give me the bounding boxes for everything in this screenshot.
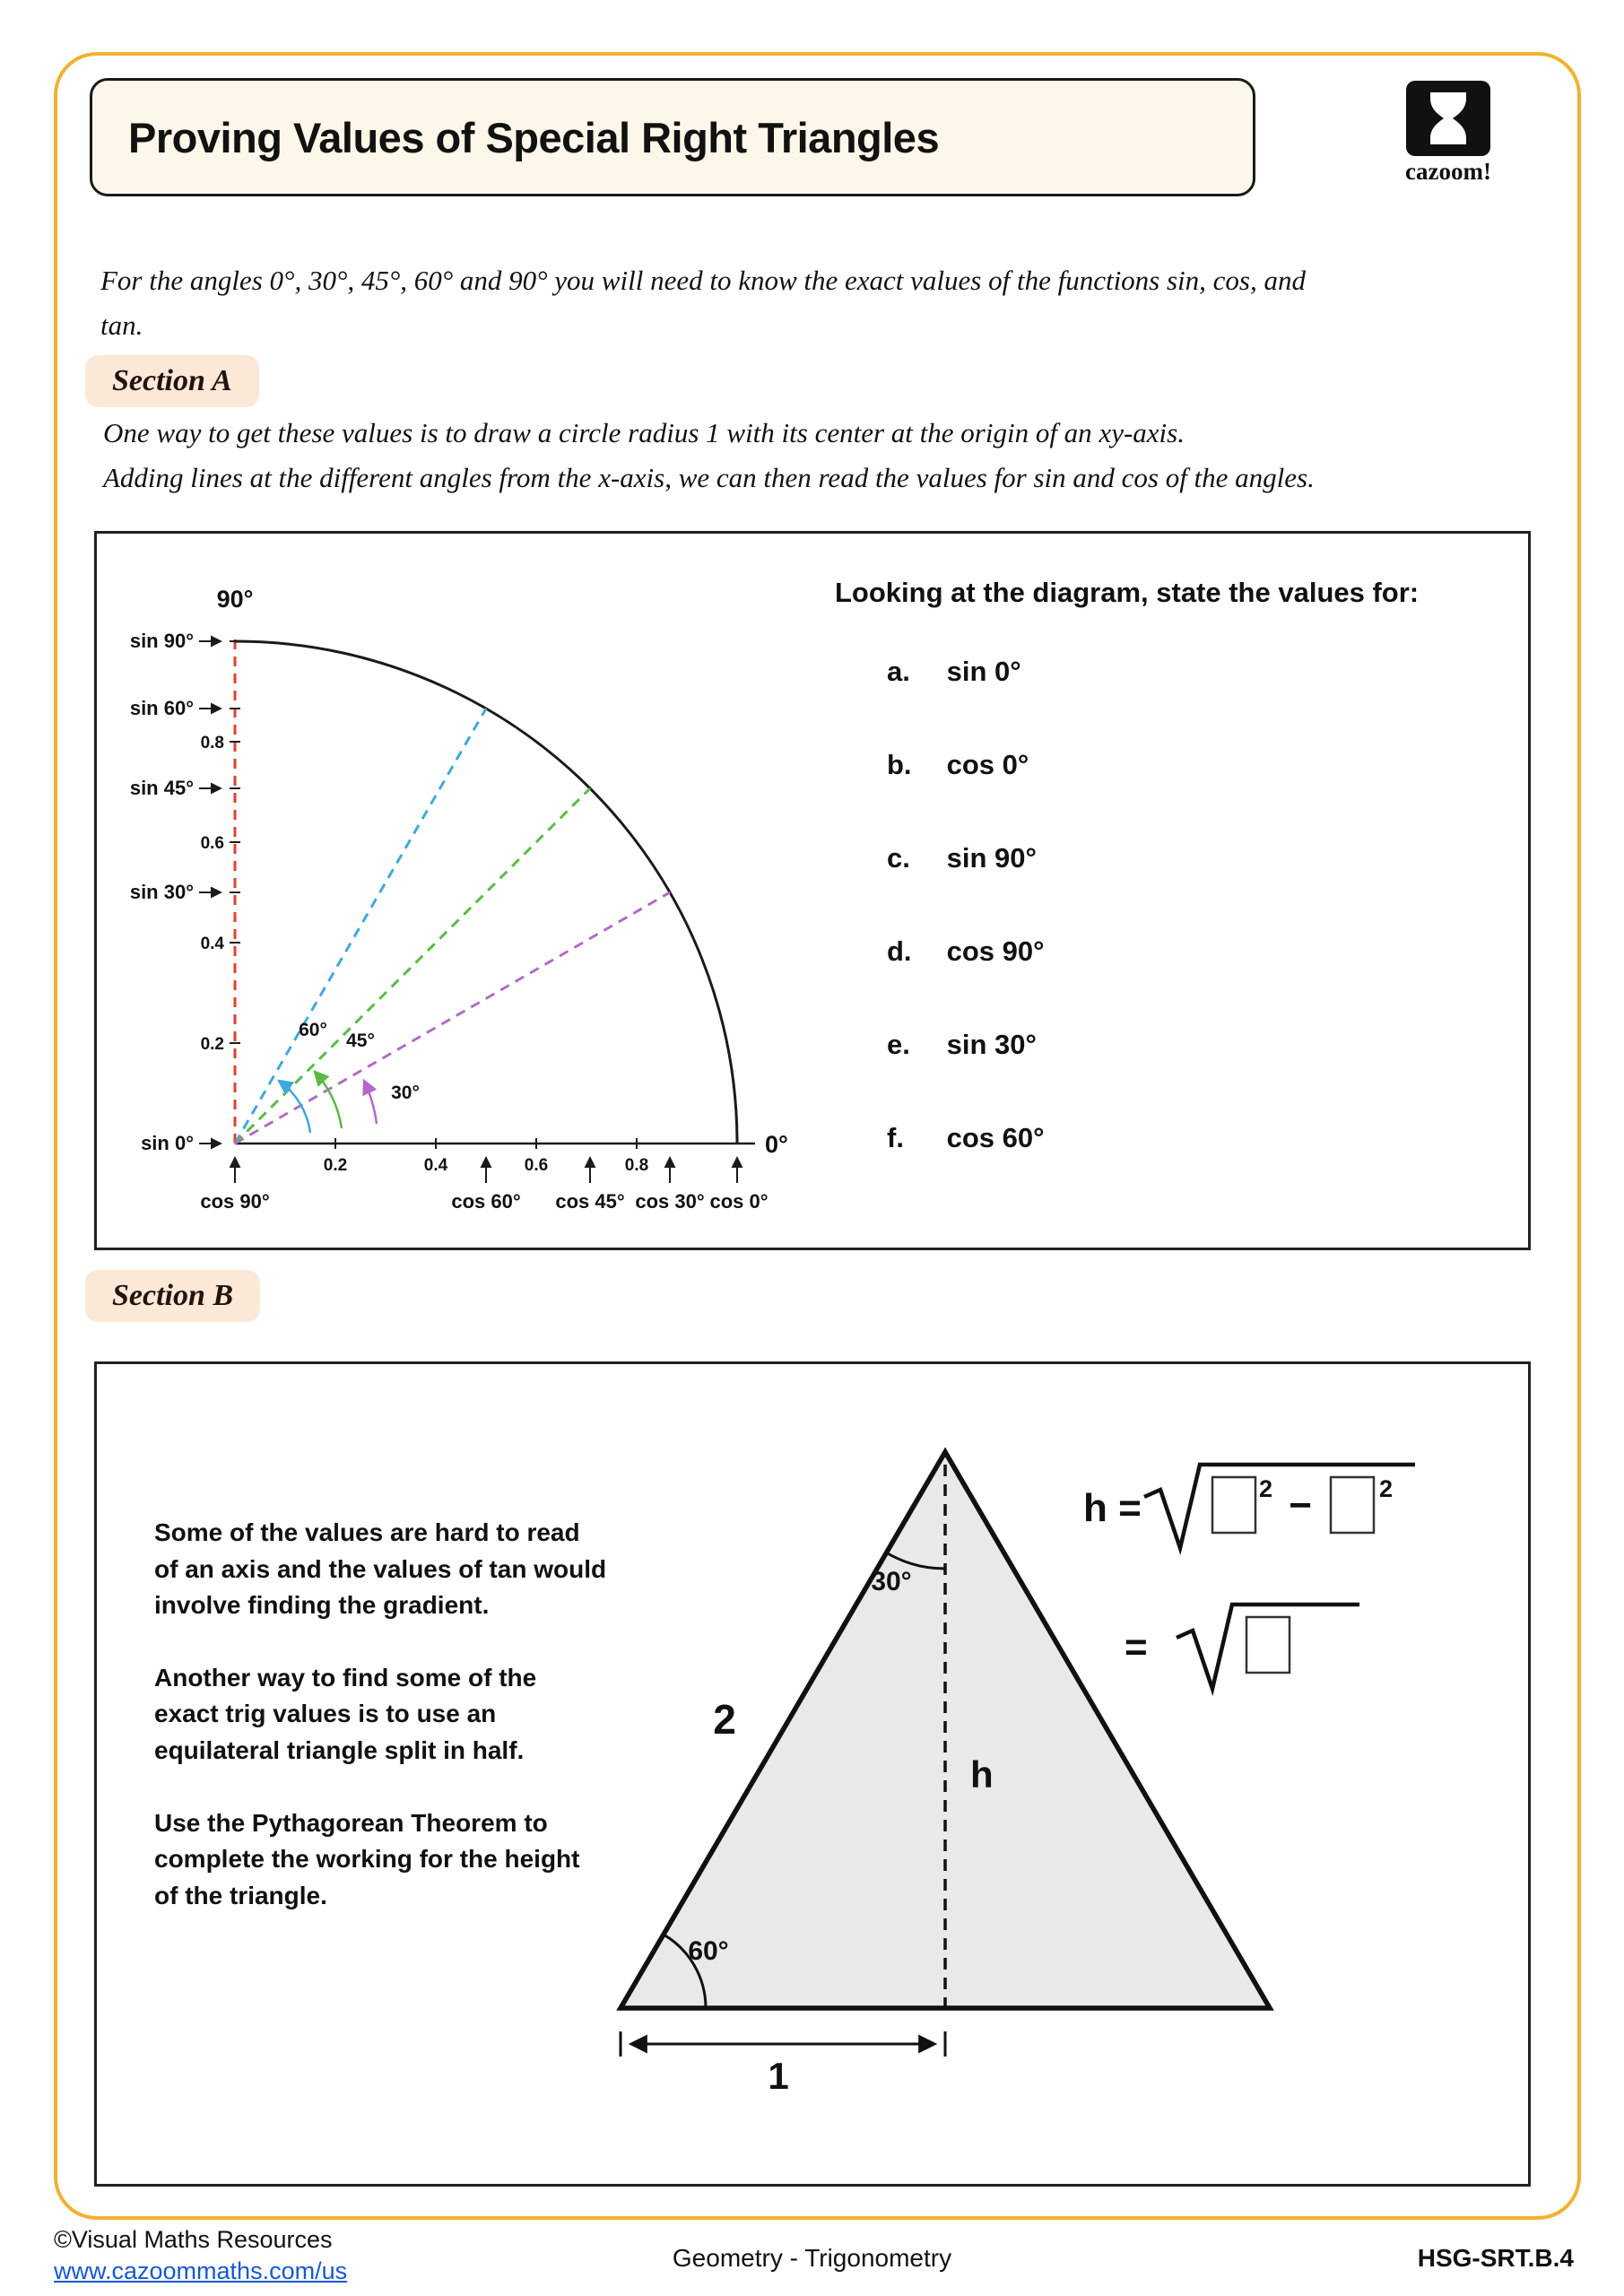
- answer-box[interactable]: [1212, 1477, 1255, 1533]
- sin-axis-labels: [130, 630, 221, 1154]
- question-row: [887, 935, 1516, 970]
- description-line: One way to get these values is to draw a circle radius 1 with its center at the origin of an xy-axis.: [103, 417, 1185, 448]
- section-b-box: [94, 1361, 1531, 2187]
- sin-label: sin 45°: [129, 777, 194, 799]
- sin-label: sin 0°: [141, 1132, 194, 1154]
- section-a-diagram-box: [94, 531, 1531, 1250]
- cos-axis-labels: [200, 1158, 768, 1213]
- logo-wordmark: cazoom!: [1405, 158, 1491, 185]
- question-value: cos 90°: [946, 935, 1045, 967]
- section-b-label: Section B: [85, 1270, 260, 1322]
- question-letter: e.: [887, 1029, 910, 1060]
- questions-heading: Looking at the diagram, state the values for:: [835, 577, 1420, 608]
- questions-panel: [835, 577, 1516, 1215]
- formula-lhs: h =: [1083, 1486, 1142, 1530]
- questions-list: [835, 656, 1516, 1156]
- apex-angle-label: 30°: [871, 1567, 912, 1596]
- cazoom-logo: [1399, 81, 1498, 186]
- instruction-paragraph: Some of the values are hard to read of an axis and the values of tan would involve finding the gradient.: [154, 1518, 607, 1620]
- svg-text:0.8: 0.8: [200, 734, 224, 752]
- formula-equals: =: [1125, 1625, 1148, 1669]
- unit-circle-diagram: [100, 534, 827, 1248]
- height-label: h: [970, 1753, 994, 1796]
- header-box: [90, 78, 1255, 196]
- instruction-paragraph: Use the Pythagorean Theorem to complete the working for the height of the triangle.: [154, 1808, 580, 1909]
- question-value: cos 60°: [946, 1122, 1045, 1153]
- intro-text: [100, 258, 1571, 347]
- section-a-label: Section A: [85, 355, 259, 407]
- minus-sign: −: [1289, 1483, 1312, 1527]
- sin-label: sin 60°: [129, 697, 194, 719]
- section-a-description: [103, 411, 1574, 500]
- question-row: [887, 656, 1516, 690]
- cos-label: cos 60°: [451, 1190, 521, 1213]
- question-row: [887, 842, 1516, 876]
- angle-label-45: 45°: [346, 1031, 375, 1051]
- angle-arc-45: [315, 1072, 342, 1128]
- question-row: [887, 749, 1516, 783]
- question-letter: b.: [887, 749, 912, 780]
- svg-text:0.6: 0.6: [200, 834, 224, 853]
- intro-line: For the angles 0°, 30°, 45°, 60° and 90° you will need to know the exact values of the functions sin, cos, and: [100, 265, 1306, 296]
- triangle-diagram: [97, 1364, 1528, 2184]
- svg-text:0.4: 0.4: [200, 935, 224, 953]
- base-angle-label: 60°: [688, 1936, 729, 1966]
- hourglass-icon: [1406, 81, 1490, 156]
- question-value: sin 0°: [946, 656, 1021, 687]
- angle-label-30: 30°: [391, 1083, 420, 1103]
- cos-label: cos 90°: [200, 1190, 270, 1213]
- question-value: cos 0°: [946, 749, 1029, 780]
- radial-line-60: [235, 709, 486, 1144]
- svg-text:0.2: 0.2: [200, 1035, 224, 1054]
- exponent: 2: [1259, 1475, 1273, 1502]
- intro-line: tan.: [100, 309, 143, 341]
- description-line: Adding lines at the different angles from the x-axis, we can then read the values for sin and cos of the angles.: [103, 461, 1315, 493]
- angle-arc-30: [364, 1081, 377, 1124]
- cos-label: cos 0°: [709, 1190, 769, 1213]
- svg-text:0.2: 0.2: [323, 1156, 348, 1175]
- side-length-label: 2: [713, 1696, 736, 1743]
- footer-standard-code: HSG-SRT.B.4: [1417, 2244, 1574, 2272]
- cos-label: cos 30°: [635, 1190, 705, 1213]
- cos-label: cos 45°: [555, 1190, 625, 1213]
- answer-box[interactable]: [1331, 1477, 1374, 1533]
- exponent: 2: [1379, 1475, 1394, 1502]
- question-row: [887, 1122, 1516, 1156]
- page-title: Proving Values of Special Right Triangles: [128, 113, 940, 161]
- question-letter: c.: [887, 842, 910, 874]
- question-value: sin 30°: [946, 1029, 1037, 1060]
- svg-text:0.4: 0.4: [423, 1156, 448, 1175]
- sin-label: sin 30°: [129, 881, 194, 903]
- base-length-label: 1: [768, 2055, 789, 2097]
- question-value: sin 90°: [946, 842, 1037, 874]
- copyright-text: ©Visual Maths Resources: [54, 2226, 333, 2253]
- label-90-degrees: 90°: [216, 586, 254, 613]
- question-letter: a.: [887, 656, 910, 687]
- footer-subject: Geometry - Trigonometry: [672, 2244, 952, 2272]
- angle-label-60: 60°: [299, 1020, 327, 1040]
- question-letter: d.: [887, 935, 912, 967]
- question-row: [887, 1029, 1516, 1063]
- label-0-degrees: 0°: [765, 1131, 788, 1158]
- question-letter: f.: [887, 1122, 904, 1153]
- svg-text:0.8: 0.8: [624, 1156, 649, 1175]
- answer-box[interactable]: [1246, 1617, 1290, 1673]
- sin-label: sin 90°: [129, 630, 194, 652]
- instruction-paragraph: Another way to find some of the exact trig values is to use an equilateral triangle split in half.: [154, 1663, 537, 1764]
- website-link[interactable]: www.cazoommaths.com/us: [54, 2257, 348, 2285]
- angle-arc-60: [279, 1081, 310, 1133]
- y-axis-values: [201, 734, 225, 1054]
- svg-text:0.6: 0.6: [524, 1156, 549, 1175]
